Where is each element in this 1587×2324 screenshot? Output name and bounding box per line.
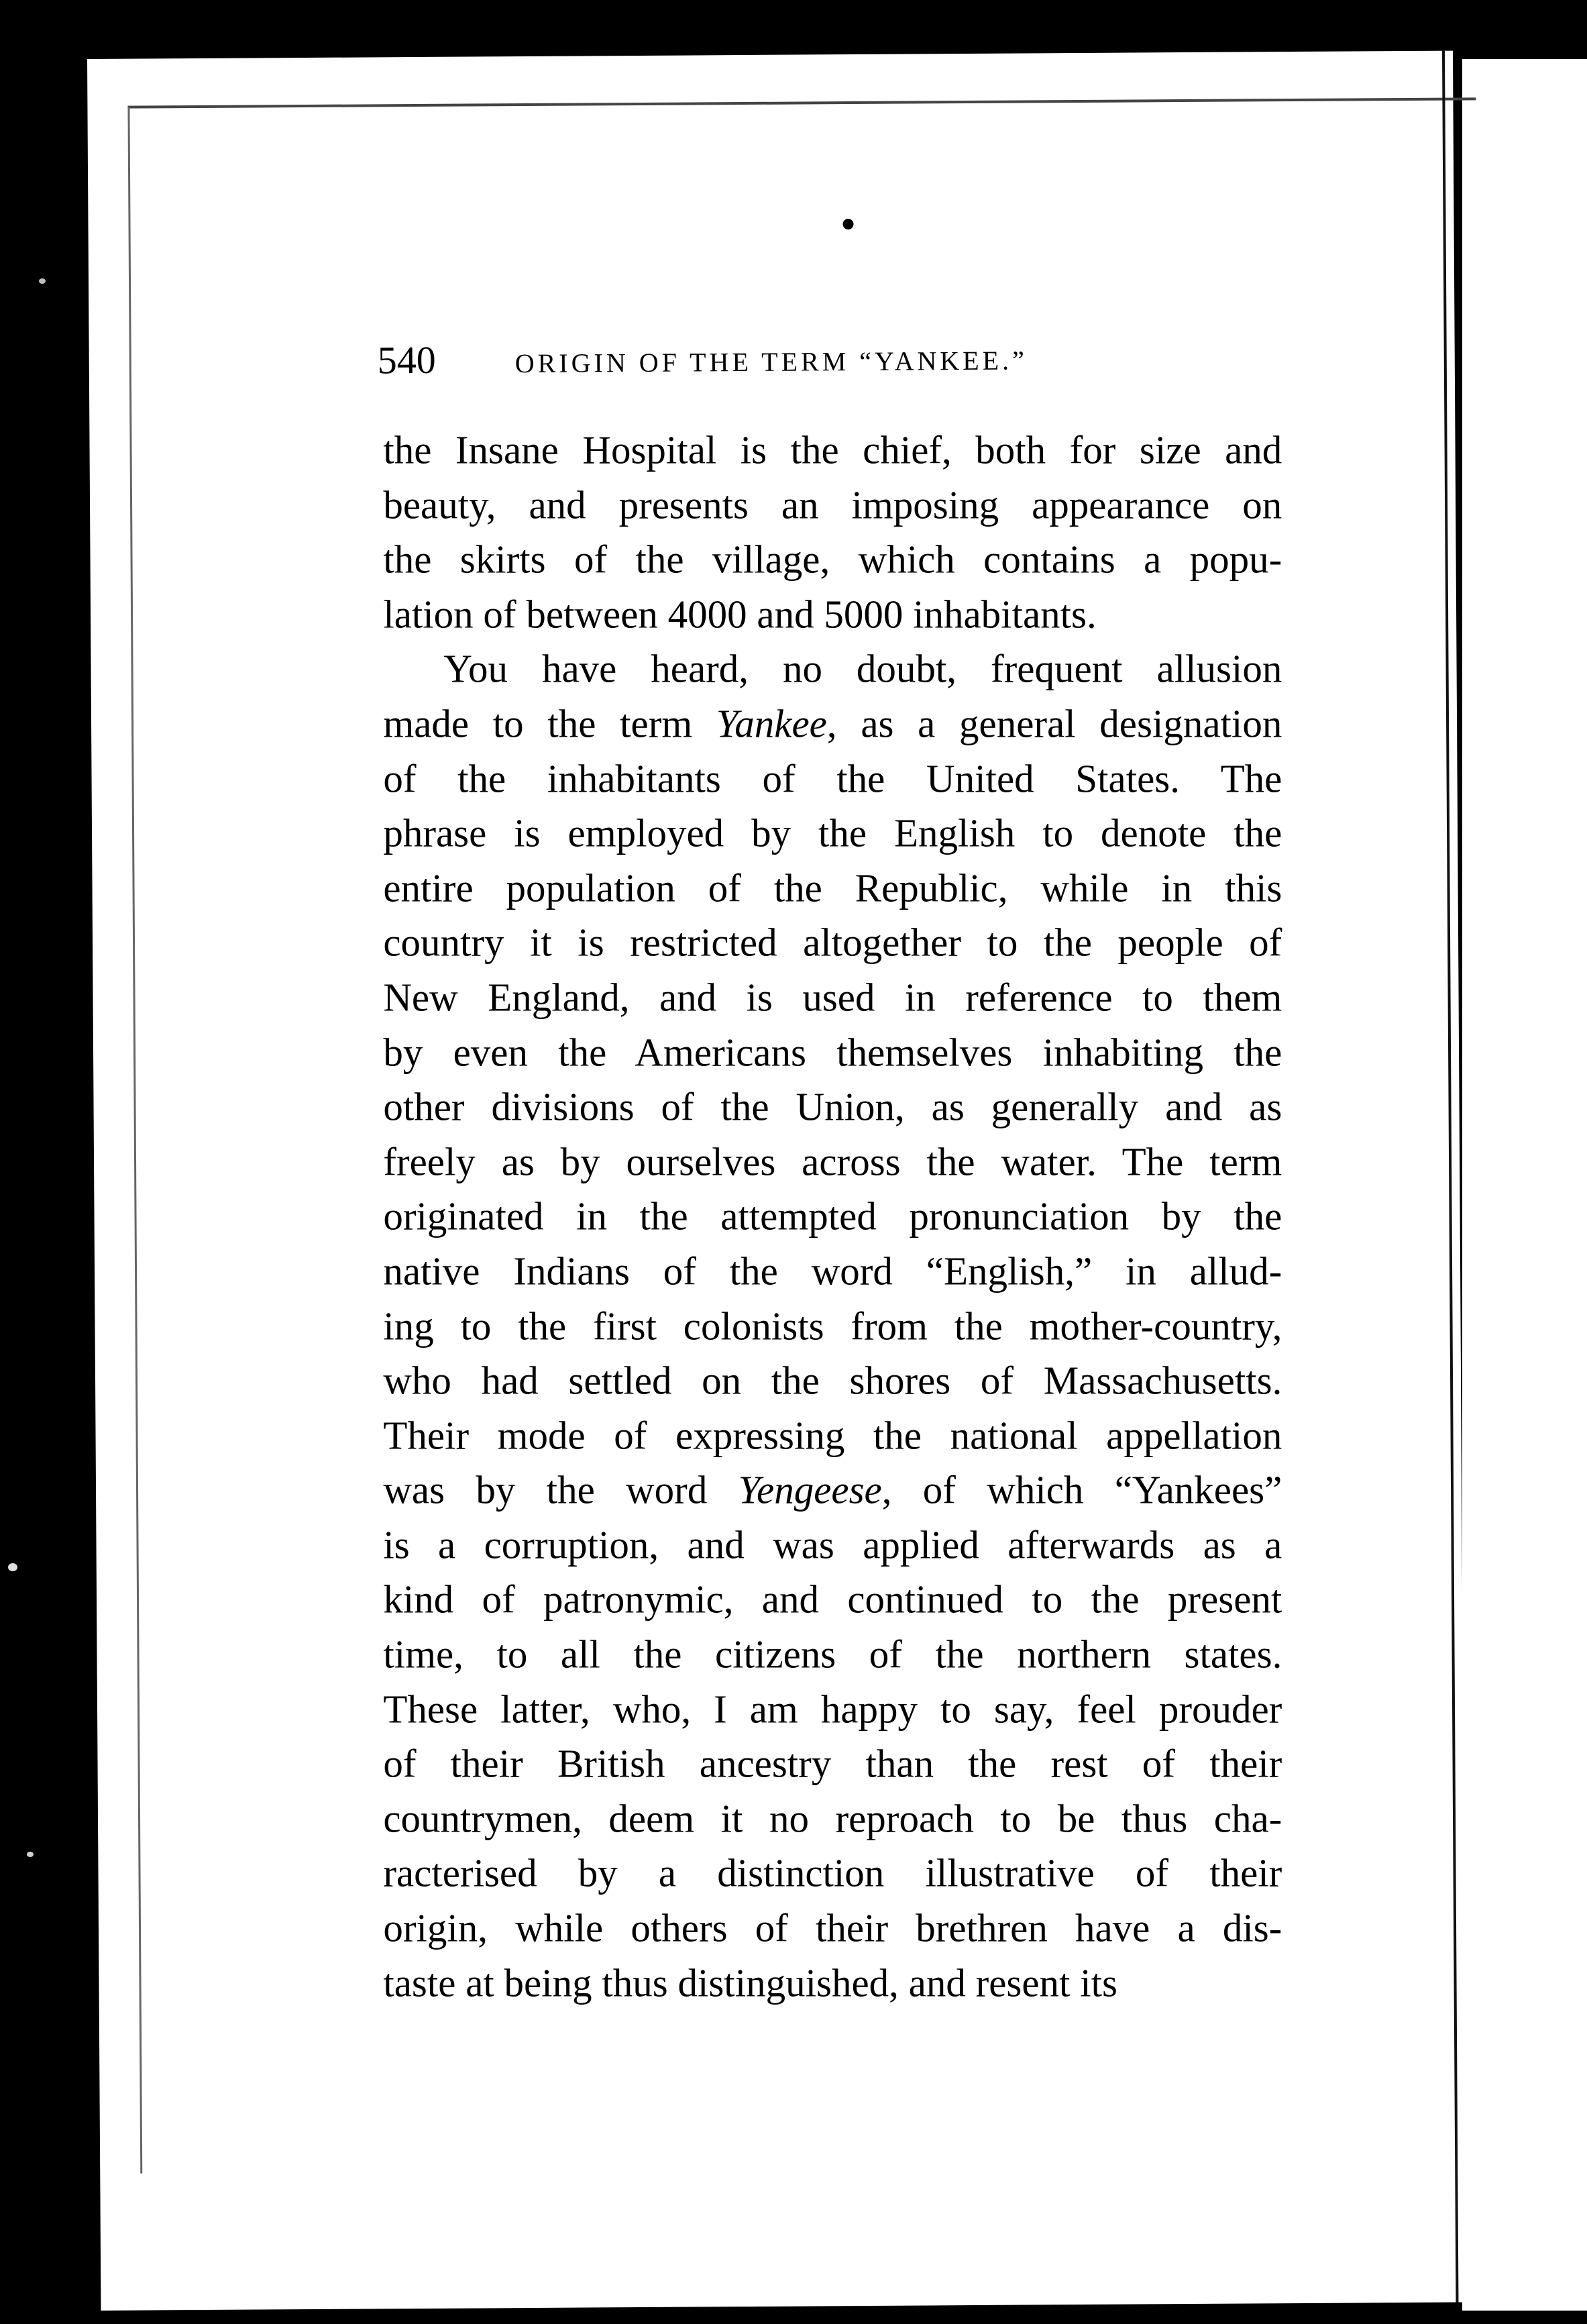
text-line: time, to all the citizens of the northern states. [383, 1632, 1282, 1677]
text-line: beauty, and presents an imposing appearance on [383, 482, 1282, 527]
body-text [383, 423, 1282, 2010]
text-line: made to the term Yankee, as a general designation [383, 701, 1282, 746]
adjacent-page-edge [1462, 59, 1587, 2311]
text-line: entire population of the Republic, while in this [383, 865, 1282, 910]
text-line: origin, while others of their brethren have a dis- [383, 1905, 1282, 1950]
text-line: You have heard, no doubt, frequent allusion [443, 646, 1282, 691]
text-line: the skirts of the village, which contains a popu- [383, 537, 1282, 582]
text-line: freely as by ourselves across the water. The term [383, 1139, 1282, 1184]
text-line: native Indians of the word “English,” in allud- [383, 1249, 1282, 1293]
running-head [378, 332, 1276, 384]
text-line: other divisions of the Union, as generally and as [383, 1084, 1282, 1129]
text-line: country it is restricted altogether to the people of [383, 920, 1282, 965]
text-line: lation of between 4000 and 5000 inhabitants. [383, 592, 1097, 637]
text-line: racterised by a distinction illustrative of their [383, 1850, 1282, 1895]
text-line: the Insane Hospital is the chief, both for size and [383, 427, 1282, 472]
text-line: was by the word Yengeese, of which “Yankees” [383, 1467, 1282, 1512]
text-line: taste at being thus distinguished, and resent its [383, 1960, 1117, 2005]
text-line: kind of patronymic, and continued to the present [383, 1577, 1282, 1622]
scan-speck [39, 278, 46, 284]
text-line: originated in the attempted pronunciation by the [383, 1194, 1282, 1238]
text-line: by even the Americans themselves inhabiting the [383, 1029, 1282, 1074]
page-number: 540 [377, 337, 436, 382]
text-line: of their British ancestry than the rest of their [383, 1741, 1282, 1786]
ink-mark [842, 219, 853, 229]
scanned-page [87, 51, 1466, 2311]
running-title: ORIGIN OF THE TERM “YANKEE.” [514, 345, 1028, 379]
text-line: ing to the first colonists from the mother-country, [383, 1303, 1282, 1348]
text-line: New England, and is used in reference to them [383, 975, 1282, 1020]
text-line: is a corruption, and was applied afterwards as a [383, 1522, 1282, 1567]
text-line: These latter, who, I am happy to say, feel prouder [383, 1686, 1282, 1731]
text-line: Their mode of expressing the national appellation [383, 1413, 1282, 1458]
scan-speck [8, 1563, 17, 1571]
page-border-top [127, 97, 1476, 108]
text-line: of the inhabitants of the United States. The [383, 755, 1282, 800]
text-line: who had settled on the shores of Massachusetts. [383, 1358, 1282, 1403]
text-line: phrase is employed by the English to denote the [383, 810, 1282, 855]
scan-speck [27, 1852, 34, 1857]
text-line: countrymen, deem it no reproach to be thus cha- [383, 1796, 1282, 1841]
page-border-left [127, 107, 142, 2174]
